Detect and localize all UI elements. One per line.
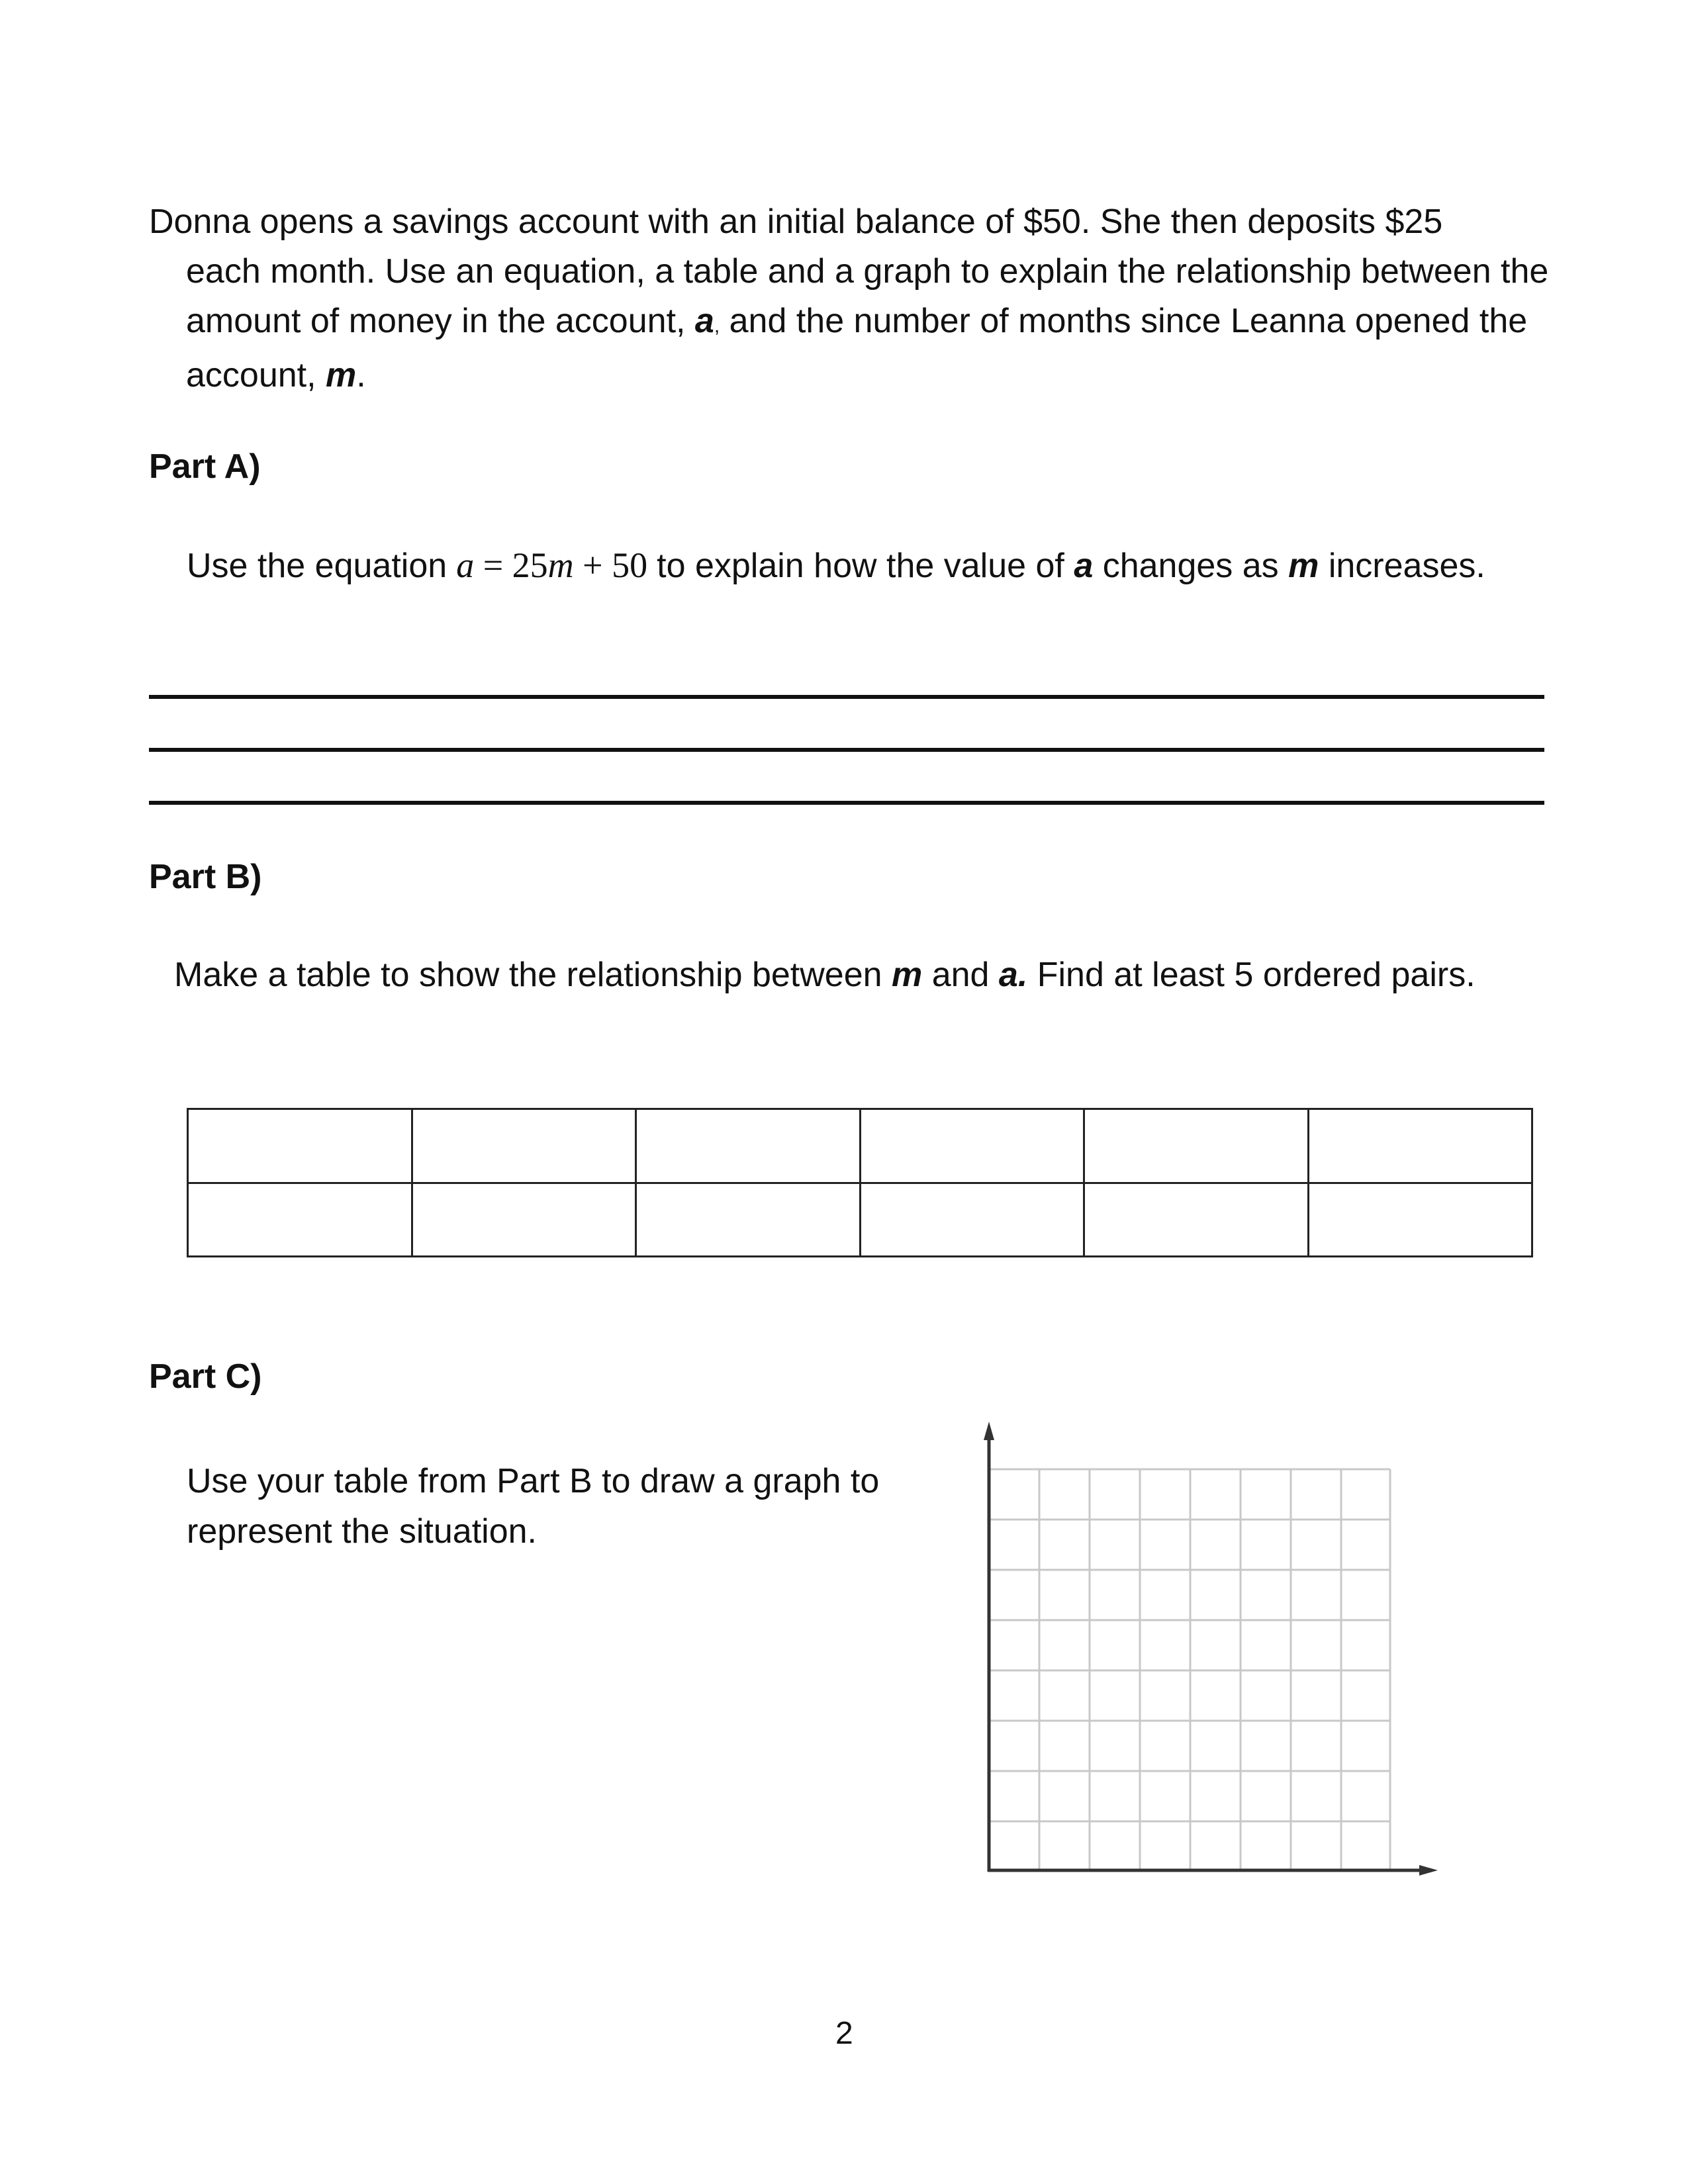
table-cell[interactable] [1308,1109,1532,1183]
problem-line-rest: each month. Use an equation, a table and a graph to explain the relationship between the amount of money in the account, a, and the number of months since Leanna opened the account, m. [186,252,1549,394]
part-a-heading: Part A) [149,447,261,486]
table-row [188,1109,1532,1183]
table-cell[interactable] [1084,1109,1309,1183]
variable-m: m [326,356,357,394]
table-cell[interactable] [860,1109,1084,1183]
part-c-heading: Part C) [149,1357,262,1396]
table-cell[interactable] [1308,1183,1532,1257]
part-c-question: Use your table from Part B to draw a graph to represent the situation. [187,1462,880,1551]
table-cell[interactable] [1084,1183,1309,1257]
variable-a: a [694,302,714,340]
y-axis-arrow-icon [984,1422,994,1440]
table-cell[interactable] [636,1109,861,1183]
answer-line-3[interactable] [149,801,1544,805]
table-cell[interactable] [636,1183,861,1257]
page-number: 2 [835,2016,853,2051]
grid-lines [989,1469,1390,1870]
part-b-heading: Part B) [149,858,262,896]
problem-line-1: Donna opens a savings account with an initial balance of $50. She then deposits $25 [149,203,1443,241]
table-row [188,1183,1532,1257]
table-cell[interactable] [188,1109,412,1183]
answer-line-2[interactable] [149,748,1544,752]
answer-line-1[interactable] [149,695,1544,699]
part-b-question: Make a table to show the relationship between m and a. Find at least 5 ordered pairs. [174,956,1476,994]
blank-coordinate-grid[interactable] [966,1416,1443,1886]
table-cell[interactable] [412,1109,636,1183]
part-a-question: Use the equation a = 25m + 50 to explain how the value of a changes as m increases. [187,545,1485,585]
x-axis-arrow-icon [1419,1865,1438,1876]
table-cell[interactable] [860,1183,1084,1257]
table-cell[interactable] [412,1183,636,1257]
problem-statement [149,197,1572,400]
ordered-pairs-table [187,1108,1533,1257]
table-cell[interactable] [188,1183,412,1257]
equation: a = 25m + 50 [456,545,648,585]
